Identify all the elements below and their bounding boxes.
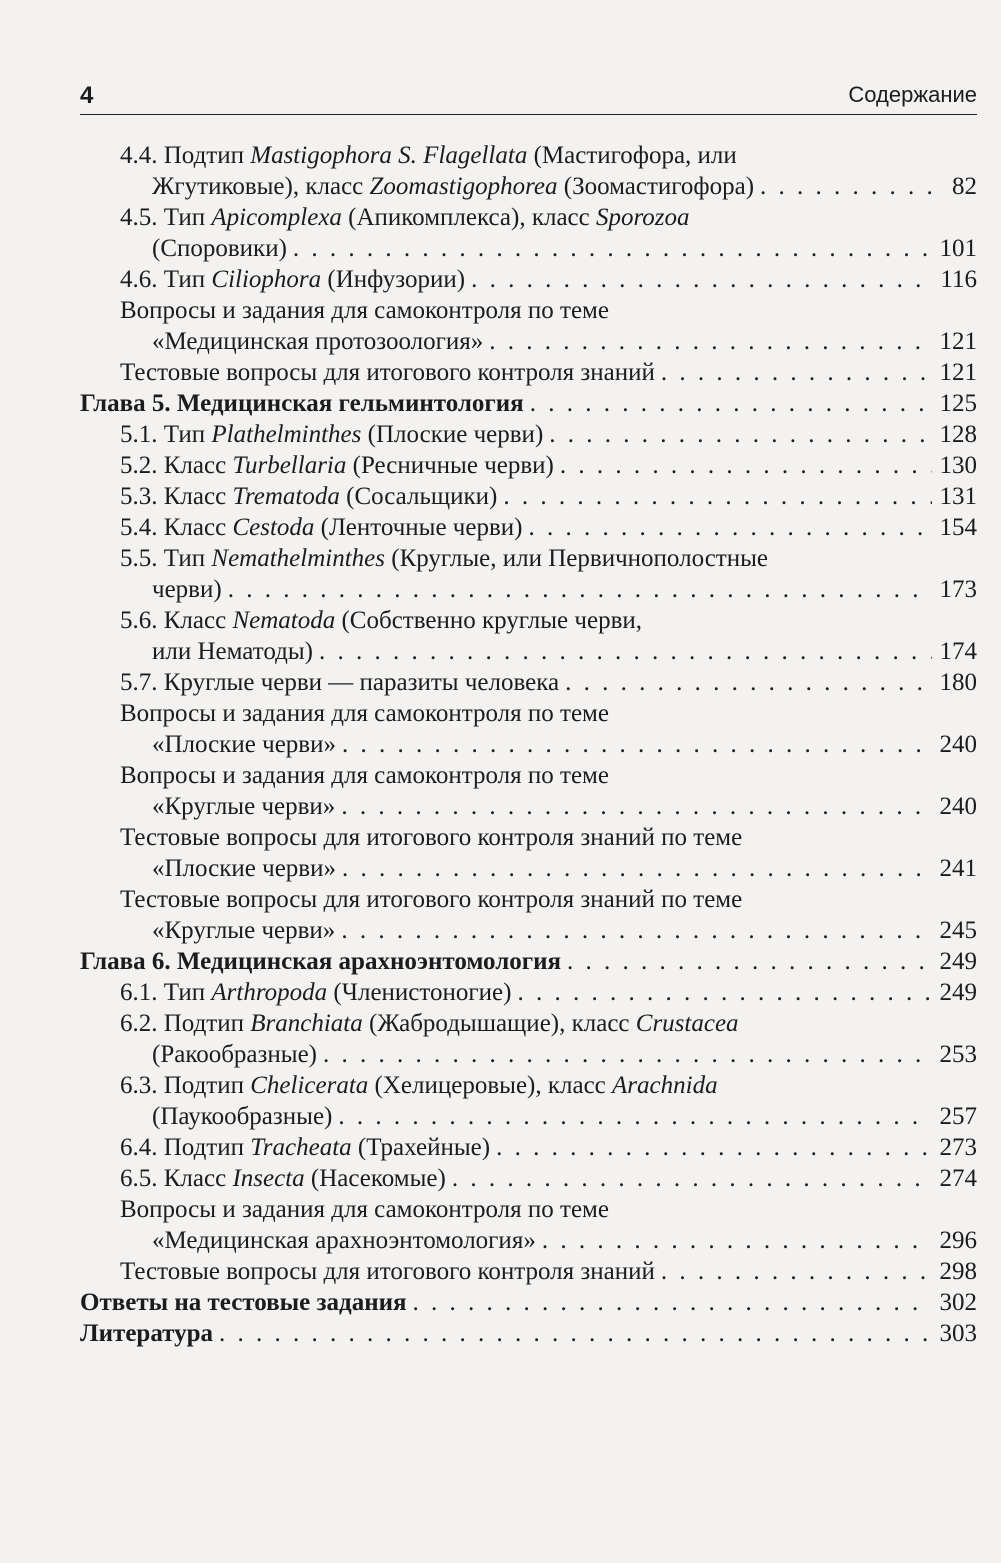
toc-entry[interactable] [120,1194,977,1256]
toc-entry[interactable] [120,264,977,295]
toc-entry[interactable] [120,481,977,512]
toc-entry-title: «Медицинская протозоология» [152,328,484,355]
toc-entry-title: черви) [152,576,222,603]
toc-entry-title: Литература [80,1320,214,1347]
toc-entry-title: «Круглые черви» [152,793,336,820]
toc-page-number: 130 [939,452,977,479]
dot-leader [323,1039,932,1070]
toc-page-number: 274 [939,1165,977,1192]
dot-leader [319,636,932,667]
toc-entry-title: 5.2. Класс Turbellaria (Ресничные черви) [120,452,554,479]
page-header [80,78,977,115]
toc-entry[interactable] [120,977,977,1008]
toc-entry-title: Жгутиковые), класс Zoomastigophorea (Зоомастигофора) [152,173,755,200]
dot-leader [219,1318,931,1349]
toc-entry[interactable] [120,543,977,605]
dot-leader [549,419,931,450]
table-of-contents [80,140,977,1349]
toc-page-number: 257 [939,1103,977,1130]
running-head: Содержание [848,82,977,107]
toc-entry-title-line: Тестовые вопросы для итогового контроля знаний по теме [120,886,743,913]
dot-leader [489,326,931,357]
dot-leader [338,1101,931,1132]
dot-leader [341,791,931,822]
toc-entry[interactable] [120,605,977,667]
toc-entry-title-line: 6.3. Подтип Chelicerata (Хелицеровые), класс Arachnida [120,1072,718,1099]
dot-leader [342,853,932,884]
toc-entry[interactable] [120,140,977,202]
dot-leader [560,450,932,481]
dot-leader [542,1225,932,1256]
toc-page-number: 296 [939,1227,977,1254]
toc-page-number: 240 [939,731,977,758]
toc-entry-title-line: 6.2. Подтип Branchiata (Жабродышащие), класс Crustacea [120,1010,739,1037]
toc-page-number: 131 [939,483,977,510]
toc-entry[interactable] [120,357,977,388]
toc-chapter[interactable] [80,1318,977,1349]
toc-entry-title: 5.7. Круглые черви — паразиты человека [120,669,560,696]
toc-entry-title-line: Вопросы и задания для самоконтроля по теме [120,700,609,727]
page-number: 4 [80,82,94,109]
toc-entry[interactable] [120,419,977,450]
toc-page-number: 249 [939,979,977,1006]
toc-page-number: 298 [939,1258,977,1285]
dot-leader [565,667,931,698]
toc-entry-title: (Паукообразные) [152,1103,333,1130]
toc-page-number: 125 [939,390,977,417]
toc-page-number: 180 [939,669,977,696]
toc-page-number: 116 [940,266,977,293]
toc-page-number: 128 [939,421,977,448]
toc-entry-title-line: 5.6. Класс Nematoda (Собственно круглые черви, [120,607,643,634]
dot-leader [341,915,931,946]
toc-page-number: 302 [939,1289,977,1316]
toc-page-number: 249 [939,948,977,975]
toc-entry[interactable] [120,1256,977,1287]
toc-page-number: 174 [939,638,977,665]
toc-entry[interactable] [120,667,977,698]
toc-entry[interactable] [120,1163,977,1194]
toc-entry-title: «Круглые черви» [152,917,336,944]
toc-entry-title: 5.4. Класс Cestoda (Ленточные черви) [120,514,523,541]
toc-page-number: 253 [939,1041,977,1068]
dot-leader [661,1256,932,1287]
toc-entry-title: или Нематоды) [152,638,313,665]
toc-entry-title: Глава 6. Медицинская арахноэнтомология [80,948,562,975]
toc-entry[interactable] [120,202,977,264]
toc-entry-title-line: Вопросы и задания для самоконтроля по теме [120,1196,609,1223]
toc-entry[interactable] [120,822,977,884]
dot-leader [452,1163,932,1194]
toc-chapter[interactable] [80,388,977,419]
toc-entry[interactable] [120,1132,977,1163]
toc-entry-title-line: Тестовые вопросы для итогового контроля знаний по теме [120,824,743,851]
toc-page-number: 121 [939,328,977,355]
toc-entry-title: 4.6. Тип Ciliophora (Инфузории) [120,266,466,293]
toc-entry[interactable] [120,512,977,543]
toc-entry[interactable] [120,450,977,481]
dot-leader [413,1287,932,1318]
toc-page-number: 245 [939,917,977,944]
dot-leader [760,171,944,202]
toc-page-number: 121 [939,359,977,386]
dot-leader [471,264,932,295]
toc-entry[interactable] [120,884,977,946]
toc-entry-title: (Ракообразные) [152,1041,317,1068]
dot-leader [661,357,932,388]
dot-leader [228,574,932,605]
toc-entry-title: Тестовые вопросы для итогового контроля знаний [120,359,655,386]
dot-leader [496,1132,931,1163]
toc-page-number: 82 [952,173,977,200]
dot-leader [503,481,931,512]
toc-entry-title-line: 4.4. Подтип Mastigophora S. Flagellata (Мастигофора, или [120,142,737,169]
dot-leader [342,729,932,760]
toc-entry-title: 5.3. Класс Trematoda (Сосальщики) [120,483,498,510]
toc-page-number: 154 [939,514,977,541]
toc-entry-title: «Плоские черви» [152,731,336,758]
toc-entry-title: 6.5. Класс Insecta (Насекомые) [120,1165,446,1192]
toc-page-number: 273 [939,1134,977,1161]
dot-leader [530,388,932,419]
toc-entry-title: Тестовые вопросы для итогового контроля знаний [120,1258,655,1285]
toc-entry-title-line: Вопросы и задания для самоконтроля по теме [120,297,609,324]
toc-page-number: 173 [939,576,977,603]
toc-entry-title: «Плоские черви» [152,855,336,882]
dot-leader [567,946,931,977]
toc-entry-title: Глава 5. Медицинская гельминтология [80,390,524,417]
toc-page-number: 101 [939,235,977,262]
toc-entry-title-line: Вопросы и задания для самоконтроля по теме [120,762,609,789]
dot-leader [517,977,931,1008]
toc-page-number: 240 [939,793,977,820]
dot-leader [528,512,931,543]
toc-entry-title-line: 4.5. Тип Apicomplexa (Апикомплекса), класс Sporozoa [120,204,690,231]
dot-leader [293,233,932,264]
toc-entry[interactable] [120,1008,977,1070]
toc-entry[interactable] [120,760,977,822]
toc-entry-title: «Медицинская арахноэнтомология» [152,1227,536,1254]
toc-entry[interactable] [120,1070,977,1132]
toc-chapter[interactable] [80,946,977,977]
toc-entry-title: Ответы на тестовые задания [80,1289,407,1316]
toc-entry[interactable] [120,698,977,760]
toc-entry-title: 5.1. Тип Plathelminthes (Плоские черви) [120,421,544,448]
toc-entry-title-line: 5.5. Тип Nemathelminthes (Круглые, или Первичнополостные [120,545,768,572]
toc-entry-title: 6.4. Подтип Tracheata (Трахейные) [120,1134,491,1161]
toc-entry-title: 6.1. Тип Arthropoda (Членистоногие) [120,979,512,1006]
toc-entry-title: (Споровики) [152,235,287,262]
toc-page-number: 241 [939,855,977,882]
toc-entry[interactable] [120,295,977,357]
toc-page-number: 303 [939,1320,977,1347]
toc-chapter[interactable] [80,1287,977,1318]
